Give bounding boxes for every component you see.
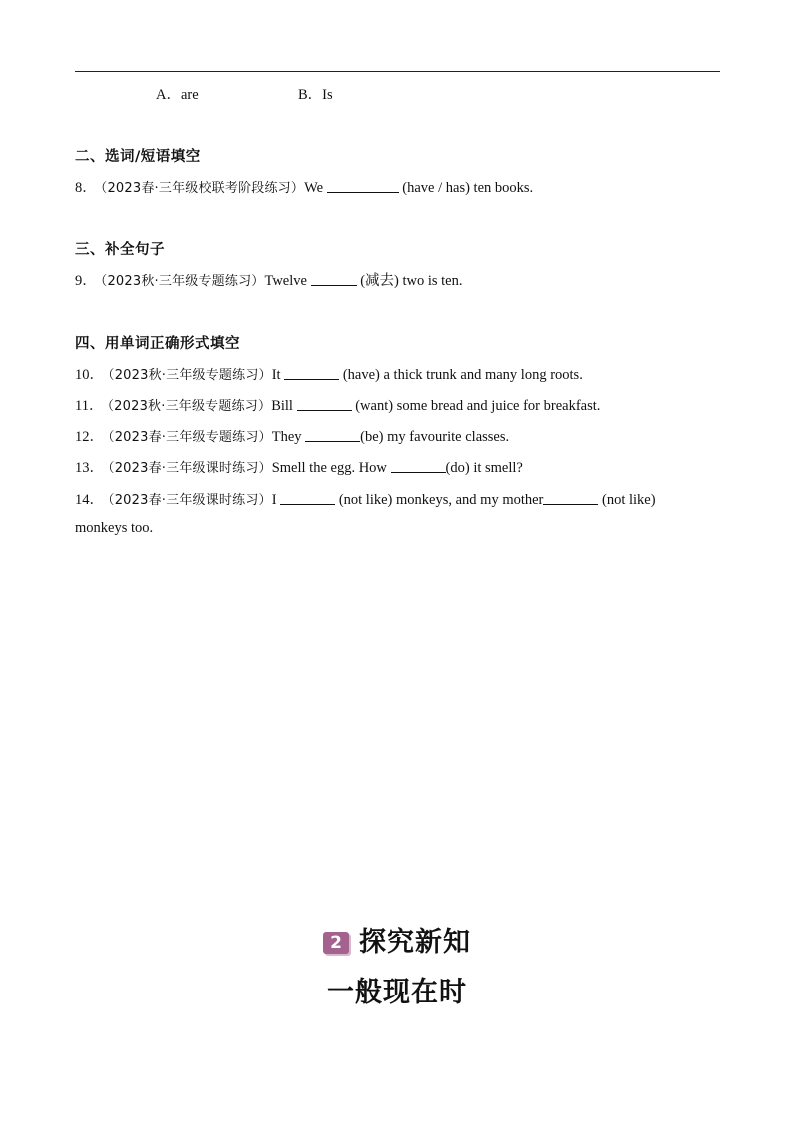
section-heading-word-choice: 二、选词/短语填空 — [75, 149, 201, 165]
topic-title: 一般现在时 — [327, 977, 467, 1008]
option-b: B．Is — [298, 87, 333, 103]
question-12 — [75, 425, 509, 446]
question-number: 10． — [75, 367, 104, 383]
question-number: 13． — [75, 460, 104, 476]
explore-heading — [0, 920, 794, 959]
answer-blank[interactable] — [327, 180, 399, 193]
question-11 — [75, 394, 600, 415]
question-number: 8． — [75, 180, 97, 196]
question-source: （2023秋·三年级专题练习） — [100, 274, 265, 289]
question-text: I — [271, 492, 281, 508]
question-source: （2023春·三年级课时练习） — [108, 493, 272, 508]
question-source: （2023春·三年级校联考阶段练习） — [100, 181, 305, 196]
question-13 — [75, 456, 523, 477]
question-source: （2023春·三年级课时练习） — [108, 461, 272, 476]
question-text: Bill — [271, 398, 297, 414]
answer-blank[interactable] — [305, 429, 360, 442]
question-text: They — [271, 429, 306, 445]
option-a: A．are — [156, 87, 199, 103]
explore-title: 探究新知 — [359, 927, 471, 958]
question-text: (not like) monkeys, and my mother — [335, 492, 544, 508]
header-rule — [75, 71, 720, 72]
question-8 — [75, 176, 533, 197]
question-10 — [75, 363, 583, 384]
section-heading-complete-sentences: 三、补全句子 — [75, 242, 165, 258]
question-text: (减去) two is ten. — [356, 273, 463, 289]
question-text: (not like) — [598, 492, 656, 508]
question-text: (want) some bread and juice for breakfast. — [351, 398, 601, 414]
question-text: (have) a thick trunk and many long roots. — [339, 367, 583, 383]
question-text: We — [304, 180, 327, 196]
question-text: Smell the egg. How — [271, 460, 391, 476]
answer-blank[interactable] — [311, 273, 357, 286]
answer-blank[interactable] — [543, 492, 598, 505]
answer-blank[interactable] — [284, 367, 339, 380]
question-text: (have / has) ten books. — [398, 180, 534, 196]
question-number: 11． — [75, 398, 104, 414]
question-text: (do) it smell? — [445, 460, 523, 476]
question-14-continuation: monkeys too. — [75, 520, 154, 536]
question-text: Twelve — [264, 273, 311, 289]
section-heading-word-forms: 四、用单词正确形式填空 — [75, 336, 240, 352]
question-number: 9． — [75, 273, 97, 289]
answer-blank[interactable] — [280, 492, 335, 505]
question-number: 12． — [75, 429, 104, 445]
question-text: It — [271, 367, 285, 383]
question-source: （2023春·三年级专题练习） — [108, 430, 272, 445]
question-source: （2023秋·三年级专题练习） — [108, 368, 272, 383]
question-number: 14． — [75, 492, 104, 508]
question-source: （2023秋·三年级专题练习） — [107, 399, 272, 414]
question-14 — [75, 488, 656, 509]
question-text: (be) my favourite classes. — [360, 429, 510, 445]
answer-blank[interactable] — [391, 460, 446, 473]
section-number-badge: 2 — [323, 932, 349, 954]
answer-blank[interactable] — [297, 398, 352, 411]
question-9 — [75, 269, 462, 290]
